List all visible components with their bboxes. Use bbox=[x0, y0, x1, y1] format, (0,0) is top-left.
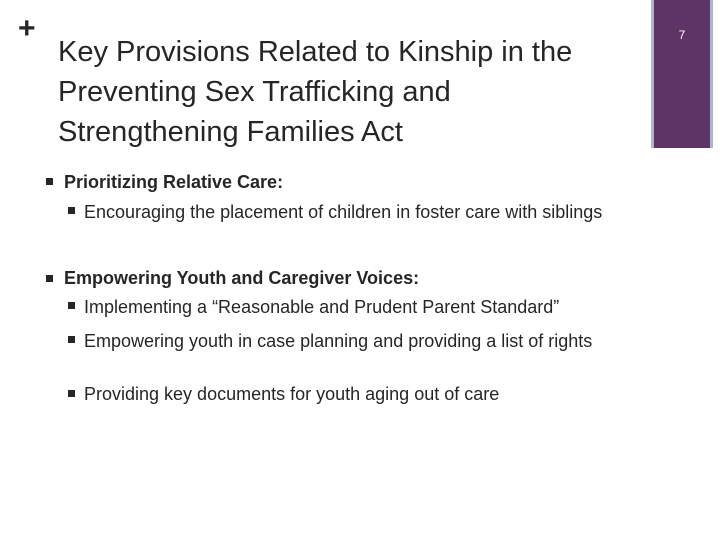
square-bullet-icon bbox=[68, 336, 75, 343]
slide-title: Key Provisions Related to Kinship in the Preventing Sex Trafficking and Strengthening Families Act bbox=[58, 36, 573, 148]
page-number-bar bbox=[651, 0, 713, 148]
bullet-item: Providing key documents for youth aging out of care bbox=[84, 384, 500, 404]
square-bullet-icon bbox=[46, 275, 53, 282]
bullet-item: Implementing a “Reasonable and Prudent Parent Standard” bbox=[84, 297, 560, 317]
square-bullet-icon bbox=[68, 302, 75, 309]
square-bullet-icon bbox=[68, 390, 75, 397]
square-bullet-icon bbox=[68, 207, 75, 214]
page-number: 7 bbox=[678, 28, 686, 42]
section-heading: Empowering Youth and Caregiver Voices: bbox=[64, 268, 420, 288]
square-bullet-icon bbox=[46, 178, 53, 185]
bullet-item: Empowering youth in case planning and providing a list of rights bbox=[84, 331, 593, 351]
section-heading: Prioritizing Relative Care: bbox=[64, 172, 284, 192]
bullet-item: Encouraging the placement of children in foster care with siblings bbox=[84, 202, 603, 222]
plus-icon: + bbox=[18, 12, 36, 45]
